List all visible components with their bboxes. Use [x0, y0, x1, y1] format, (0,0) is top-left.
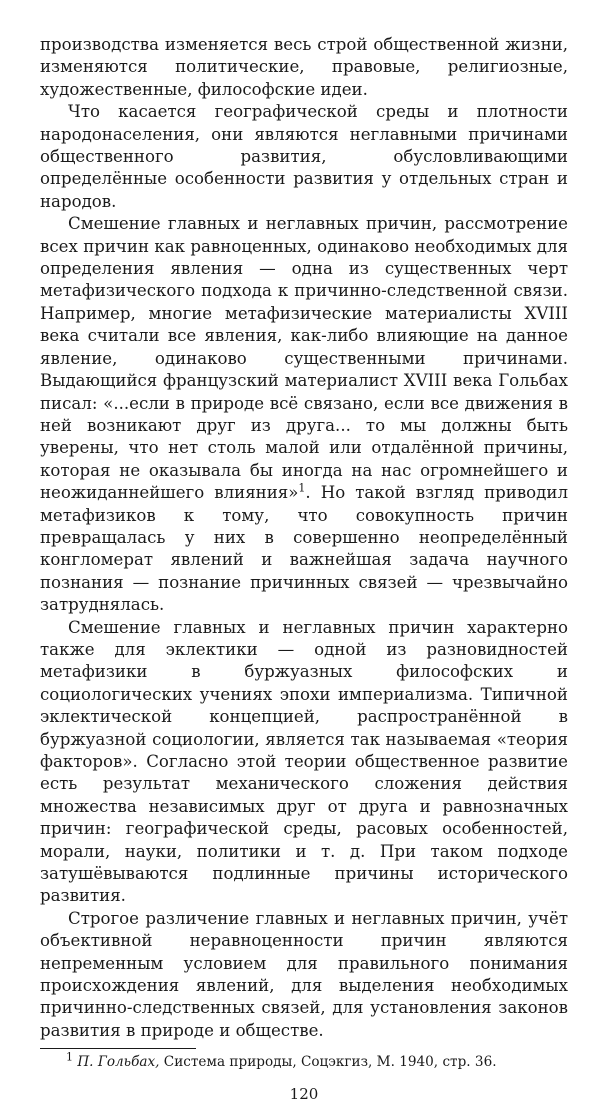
footnote-author: П. Гольбах, — [77, 1054, 160, 1071]
paragraph-3-text-before-note: Смешение главных и неглавных причин, рассмотрение всех причин как равноценных, одинаково необходимых для определения явления — одна из существенных черт метафизического подхода к причинно-следственной связи. Например, многие метафизические материалисты XVIII века считали все явления, как-либо влияющие на данное явление, одинаково существенными причинами. Выдающийся французский материалист XVIII века Гольбах писал: «...если в природе всё связано, если все движения в ней возникают друг из друга... то мы должны быть уверены, что нет столь малой или отдалённой причины, которая не оказывала бы иногда на нас огромнейшего и неожиданнейшего влияния» — [40, 214, 568, 503]
paragraph-3 — [40, 213, 568, 616]
paragraph-4: Смешение главных и неглавных причин характерно также для эклектики — одной из разновидностей метафизики в буржуазных философских и социологических учениях эпохи империализма. Типичной эклектической концепцией, распространённой в буржуазной социологии, является так называемая «теория факторов». Согласно этой теории общественное развитие есть результат механического сложения действия множества независимых друг от друга и равнозначных причин: географической среды, расовых особенностей, морали, науки, политики и т. д. При таком подходе затушёвываются подлинные причины исторического развития. — [40, 617, 568, 906]
book-page — [40, 34, 568, 1103]
footnote-mark: 1 — [66, 1050, 73, 1064]
page-number: 120 — [289, 1085, 319, 1103]
footnote-text: Система природы, Соцэкгиз, М. 1940, стр. 36. — [163, 1054, 497, 1071]
footnote-divider — [40, 1048, 196, 1049]
footnote-reference[interactable]: 1 — [298, 481, 306, 495]
paragraph-5: Строгое различение главных и неглавных причин, учёт объективной неравноценности причин являются непременным условием для правильного понимания происхождения явлений, для выделения необходимых причинно-следственных связей, для установления законов развития в природе и обществе. — [40, 908, 568, 1040]
paragraph-1: производства изменяется весь строй общественной жизни, изменяются политические, правовые, религиозные, художественные, философские идеи. — [40, 35, 568, 99]
paragraph-3-text-after-note: . Но такой взгляд приводил метафизиков к тому, что совокупность причин превращалась у них в совершенно неопределённый конгломерат явлений и важнейшая задача научного познания — познание причинных связей — чрезвычайно затруднялась. — [40, 483, 568, 615]
footnote — [40, 1050, 568, 1071]
paragraph-2: Что касается географической среды и плотности народонаселения, они являются неглавными причинами общественного развития, обусловливающими определённые особенности развития у отдельных стран и народов. — [40, 102, 568, 211]
